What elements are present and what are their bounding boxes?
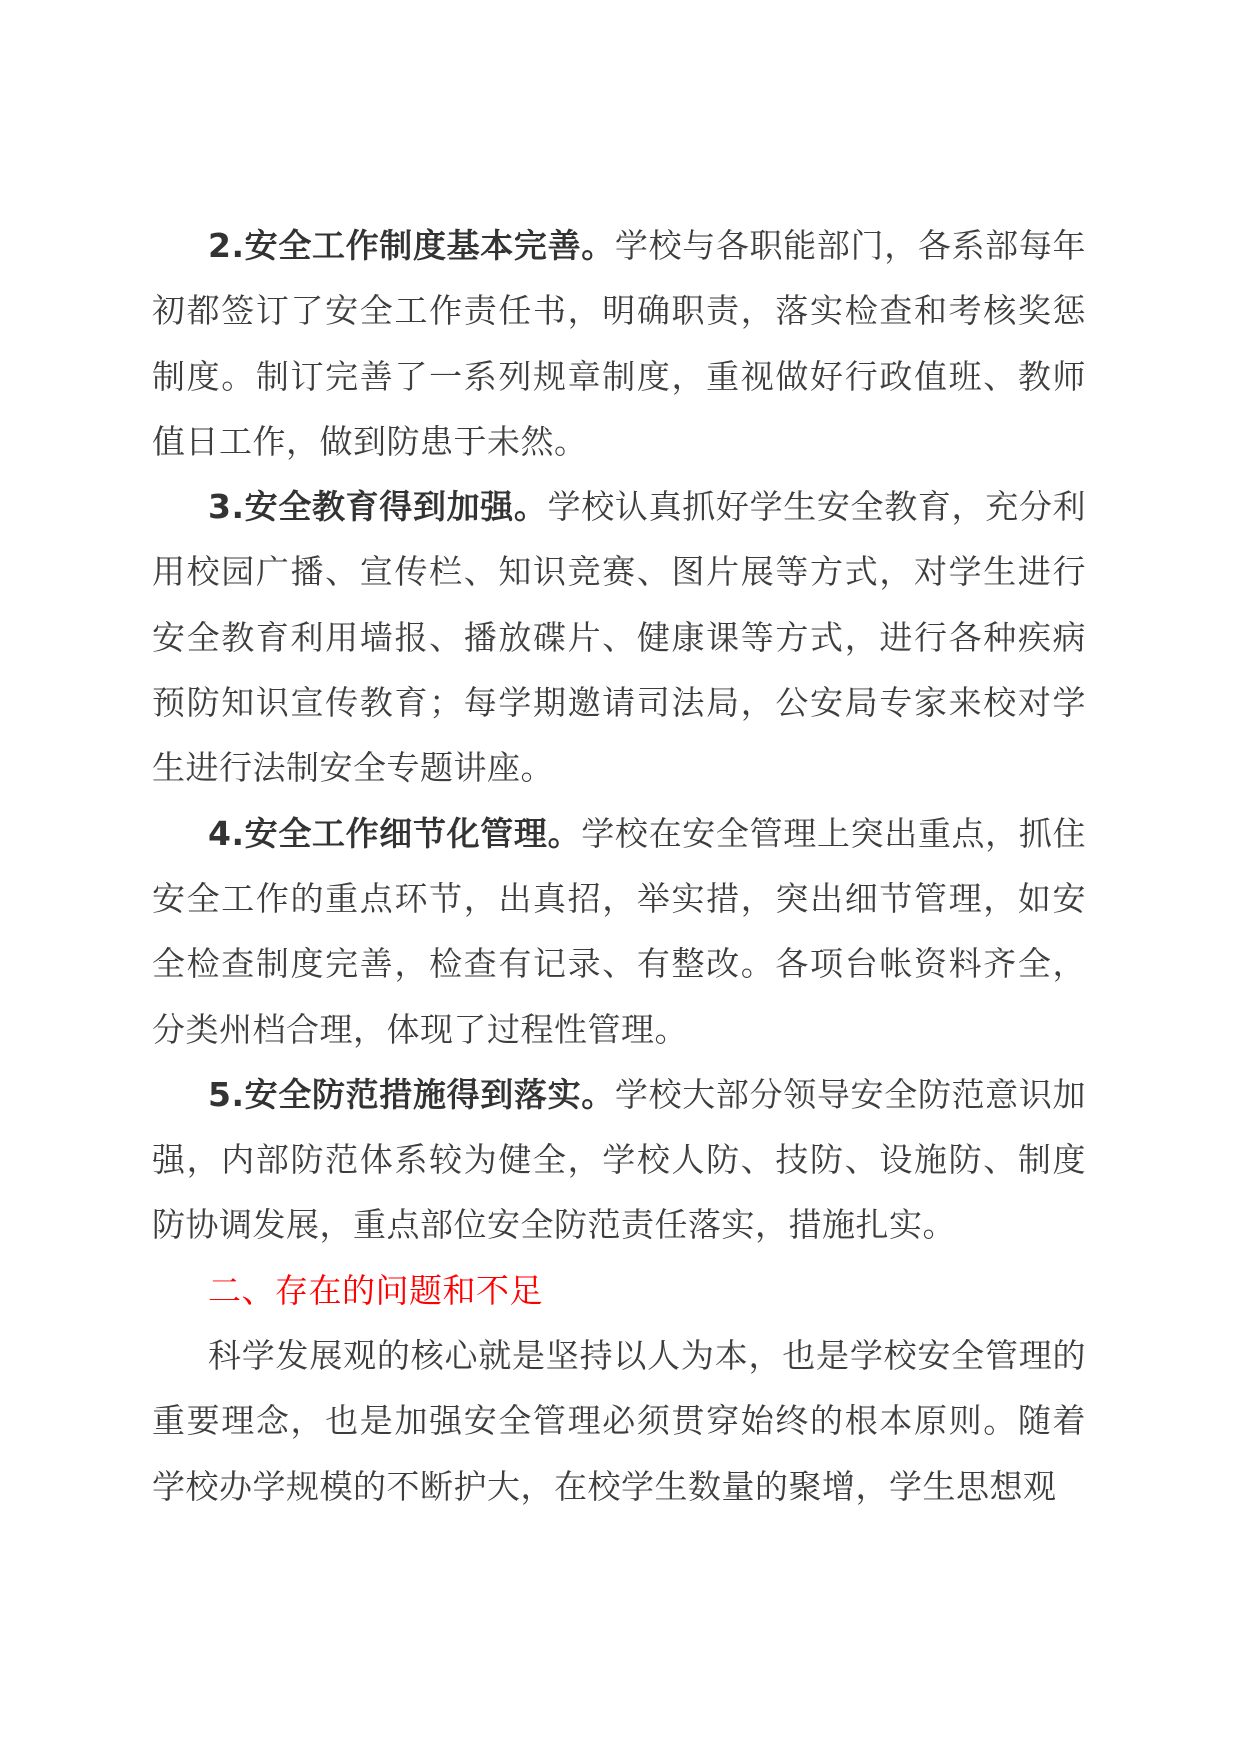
paragraph-detail-management <box>152 801 1086 1062</box>
paragraph-prevention-measures <box>152 1062 1086 1258</box>
paragraph-lead: 4.安全工作细节化管理。 <box>208 813 582 853</box>
section-heading: 二、存在的问题和不足 <box>208 1270 543 1310</box>
paragraph-lead: 5.安全防范措施得到落实。 <box>208 1074 615 1114</box>
paragraph-section-body: 科学发展观的核心就是坚持以人为本，也是学校安全管理的重要理念，也是加强安全管理必须贯穿始终的根本原则。随着学校办学规模的不断护大，在校学生数量的聚增，学生思想观 <box>152 1336 1086 1506</box>
paragraph-lead: 2.安全工作制度基本完善。 <box>208 226 615 265</box>
paragraph-safety-education <box>152 474 1086 800</box>
paragraph-text: 学校与各职能部门，各系部每年初都签订了安全工作责任书，明确职责，落实检查和考核奖惩制度。制订完善了一系列规章制度，重视做好行政值班、教师值日工作，做到防患于未然。 <box>152 226 1087 461</box>
paragraph-text: 学校认真抓好学生安全教育，充分利用校园广播、宣传栏、知识竞赛、图片展等方式，对学生进行安全教育利用墙报、播放碟片、健康课等方式，进行各种疾病预防知识宣传教育；每学期邀请司法局，公安局专家来校对学生进行法制安全专题讲座。 <box>152 487 1087 788</box>
paragraph-lead: 3.安全教育得到加强。 <box>208 487 548 527</box>
paragraph-text: 学校在安全管理上突出重点，抓住安全工作的重点环节，出真招，举实措，突出细节管理，如安全检查制度完善，检查有记录、有整改。各项台帐资料齐全，分类州档合理，体现了过程性管理。 <box>152 813 1087 1049</box>
paragraph-safety-system <box>152 213 1086 474</box>
document-body <box>152 213 1086 1519</box>
paragraph-text: 学校大部分领导安全防范意识加强，内部防范体系较为健全，学校人防、技防、设施防、制度防协调发展，重点部位安全防范责任落实，措施扎实。 <box>152 1074 1087 1245</box>
